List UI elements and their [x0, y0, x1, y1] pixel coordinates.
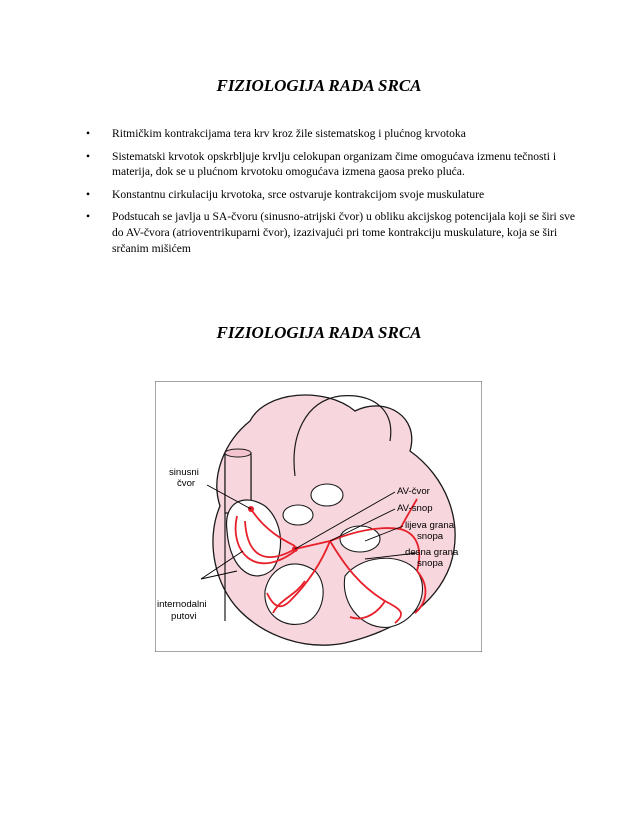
label-internodalni-line1: internodalni [157, 599, 207, 610]
vena-cava-top [225, 449, 251, 457]
bullet-item [86, 187, 576, 203]
label-internodalni-line2: putovi [171, 611, 197, 622]
bullet-item [86, 149, 576, 180]
heart-diagram [155, 381, 482, 652]
bullet-list [86, 126, 576, 263]
bullet-dot: • [86, 187, 91, 201]
bullet-item [86, 209, 576, 256]
label-desna-line1: desna grana [405, 547, 459, 558]
valve-right [340, 526, 380, 552]
label-sinusni-line2: čvor [177, 478, 196, 489]
heart-conduction-figure [155, 381, 482, 652]
label-av-snop: AV-snop [397, 503, 433, 514]
right-ventricle [265, 564, 323, 624]
bullet-dot: • [86, 210, 91, 224]
bullet-dot: • [86, 149, 91, 163]
bullet-text: Ritmičkim kontrakcijama tera krv kroz žile sistematskog i plućnog krvotoka [112, 127, 466, 140]
valve-top [311, 484, 343, 506]
bullet-dot: • [86, 127, 91, 140]
label-desna-line2: snopa [417, 558, 444, 569]
bullet-text: Konstantnu cirkulaciju krvotoka, srce ostvaruje kontrakcijom svoje muskulature [112, 187, 485, 201]
page-title-2: FIZIOLOGIJA RADA SRCA [216, 323, 422, 342]
label-lijeva-line2: snopa [417, 531, 444, 542]
page-title-1: FIZIOLOGIJA RADA SRCA [216, 76, 422, 95]
bullet-item [86, 126, 576, 142]
label-sinusni-line1: sinusni [169, 467, 199, 478]
valve-left [283, 505, 313, 525]
bullet-text: Sistematski krvotok opskrbljuje krvlju celokupan organizam čime omogućava izmenu tečnosti i materija, dok se u plućnom krvotoku omogućava izmena gaosa preko pluća. [112, 149, 557, 179]
label-av-cvor: AV-čvor [397, 486, 430, 497]
bullet-text: Podstucah se javlja u SA-čvoru (sinusno-atrijski čvor) u obliku akcijskog potencijala koji se širi sve do AV-čvora (atrioventrikuparni čvor), izazivajući pri tome kontrakciju muskulature, koja se širi srčanim mišićem [112, 210, 576, 255]
label-lijeva-line1: lijeva grana [405, 520, 455, 531]
